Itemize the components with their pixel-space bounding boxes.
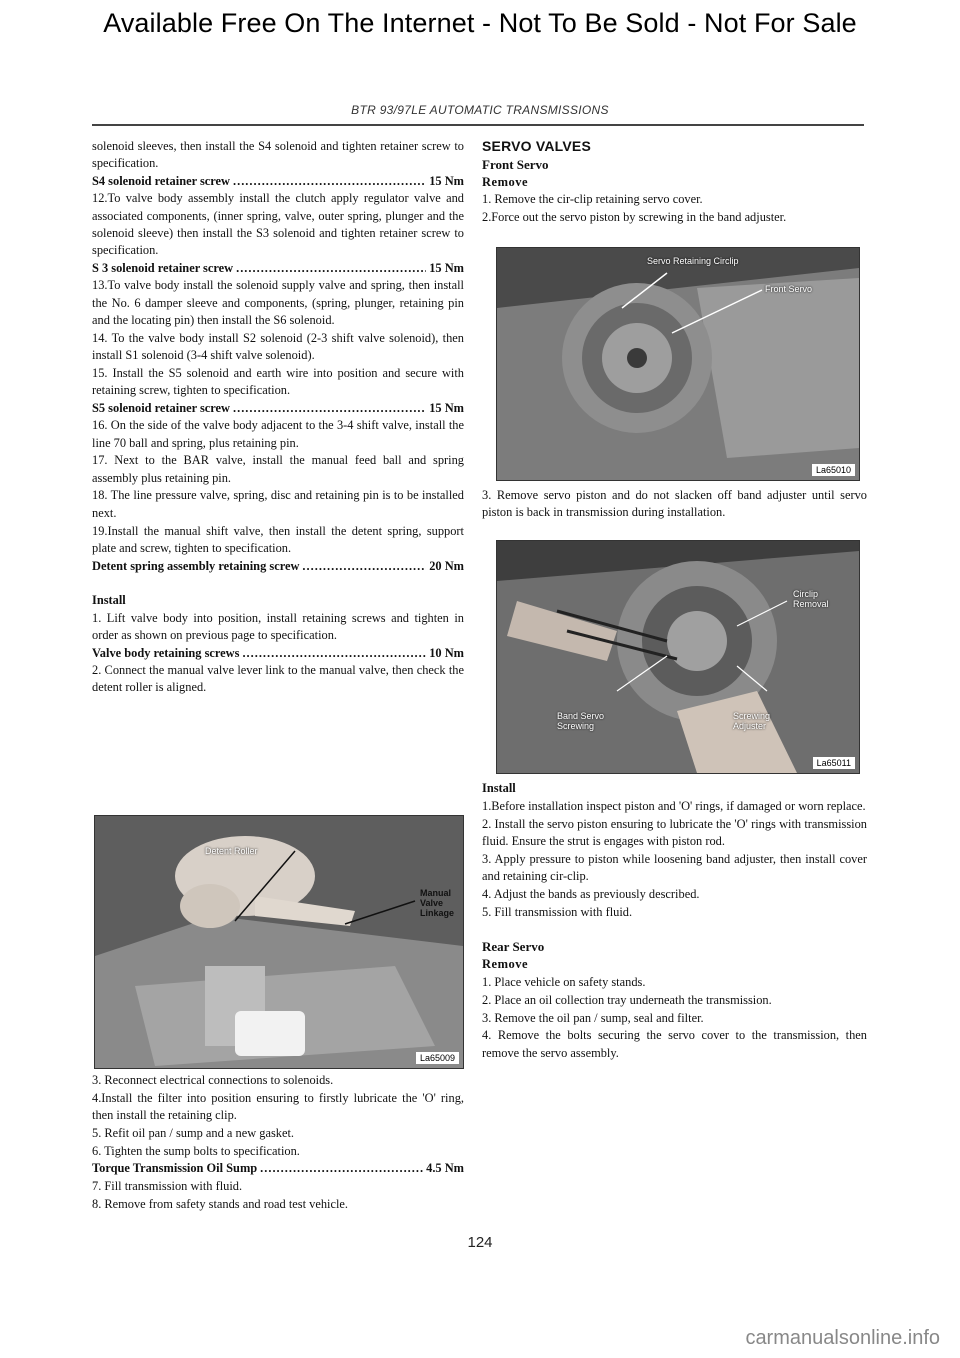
photo-code: La65011 (813, 757, 855, 769)
paragraph: 15. Install the S5 solenoid and earth wire into position and secure with retaining screw, tighten to specification. (92, 365, 464, 398)
paragraph: 7. Fill transmission with fluid. (92, 1178, 243, 1193)
header-rule (92, 124, 864, 126)
photo-label-band-servo: Band Servo Screwing (557, 711, 605, 731)
paragraph: 3. Remove the oil pan / sump, seal and filter. (482, 1010, 704, 1025)
left-column (92, 138, 464, 697)
paragraph: 1. Place vehicle on safety stands. (482, 974, 646, 989)
spec-line: S 3 solenoid retainer screw ..... 15 Nm (92, 260, 464, 277)
footer-url[interactable]: carmanualsonline.info (745, 1327, 940, 1349)
paragraph: 1.Before installation inspect piston and 'O' rings, if damaged or worn replace. (482, 798, 866, 813)
subsection-heading: Rear Servo (482, 939, 545, 955)
photo-code: La65010 (812, 464, 855, 476)
spec-line: Valve body retaining screws ..... 10 Nm (92, 645, 464, 662)
install-heading: Install (482, 781, 516, 795)
right-column (482, 138, 867, 227)
photo-label-front-servo: Front Servo (765, 284, 813, 294)
photo-label-manual-valve-linkage: Manual Valve Linkage (420, 888, 455, 918)
left-column-continued (92, 1072, 464, 1213)
remove-heading: Remove (482, 957, 529, 972)
paragraph: 3. Reconnect electrical connections to solenoids. (92, 1073, 334, 1087)
subsection-heading: Front Servo (482, 156, 549, 172)
paragraph: 18. The line pressure valve, spring, disc and retaining pin is to be installed next. (92, 488, 464, 520)
valve-body-photo (94, 815, 464, 1069)
paragraph: 4.Install the filter into position ensuring to firstly lubricate the 'O' ring, then install the retaining clip. (92, 1090, 464, 1123)
paragraph: 14. To the valve body install S2 solenoid (2-3 shift valve solenoid), then install S1 solenoid (3-4 shift valve solenoid). (92, 330, 464, 363)
paragraph: solenoid sleeves, then install the S4 solenoid and tighten retainer screw to specification. (92, 139, 464, 171)
paragraph: 16. On the side of the valve body adjacent to the 3-4 shift valve, install the line 70 ball and spring, plus retaining pin. (92, 418, 464, 450)
section-heading: SERVO VALVES (482, 138, 591, 154)
paragraph: 17. Next to the BAR valve, install the manual feed ball and spring assembly plus retaining pin. (92, 453, 464, 485)
servo-removal-illustration (497, 541, 859, 773)
paragraph: 3. Apply pressure to piston while loosening band adjuster, then install cover and retaining cir-clip. (482, 851, 867, 883)
paragraph: 6. Tighten the sump bolts to specification. (92, 1143, 300, 1158)
servo-removal-photo (496, 540, 860, 774)
paragraph: 8. Remove from safety stands and road test vehicle. (92, 1196, 348, 1211)
paragraph: 4. Adjust the bands as previously described. (482, 886, 700, 901)
paragraph: 2. Install the servo piston ensuring to lubricate the 'O' rings with transmission fluid. Ensure the strut is engages with piston rod. (482, 816, 867, 848)
paragraph: 5. Fill transmission with fluid. (482, 904, 633, 919)
spec-line: S4 solenoid retainer screw ..... 15 Nm (92, 173, 464, 190)
paragraph: 5. Refit oil pan / sump and a new gasket. (92, 1125, 294, 1140)
banner-notice: Available Free On The Internet - Not To Be Sold - Not For Sale (103, 8, 857, 38)
paragraph: 12.To valve body assembly install the clutch apply regulator valve and associated components, (inner spring, valve, outer spring, plunger and the solenoid sleeve) then install the S3 solenoid and tighten retainer screw to specification. (92, 191, 464, 258)
paragraph: 1. Lift valve body into position, install retaining screws and tighten in order as shown on previous page to specification. (92, 610, 464, 643)
remove-heading: Remove (482, 174, 529, 189)
photo-label-screwing-adjuster: Screwing Adjuster (733, 711, 771, 731)
spec-line: S5 solenoid retainer screw ..... 15 Nm (92, 400, 464, 417)
spec-line: Torque Transmission Oil Sump ..... 4.5 Nm (92, 1160, 464, 1177)
photo-label-detent-roller: Detent Roller (205, 846, 258, 856)
paragraph: 2. Connect the manual valve lever link to the manual valve, then check the detent roller is aligned. (92, 663, 464, 695)
paragraph: 2. Place an oil collection tray underneath the transmission. (482, 992, 772, 1007)
paragraph: 1. Remove the cir-clip retaining servo cover. (482, 192, 703, 207)
paragraph: 2.Force out the servo piston by screwing in the band adjuster. (482, 210, 787, 225)
right-column-mid (482, 487, 867, 522)
right-column-lower (482, 780, 867, 1062)
paragraph: 19.Install the manual shift valve, then install the detent spring, support plate and screw, tighten to specification. (92, 523, 464, 555)
front-servo-photo (496, 247, 860, 481)
paragraph: 4. Remove the bolts securing the servo cover to the transmission, then remove the servo assembly. (482, 1028, 867, 1060)
photo-label-servo-retaining-circlip: Servo Retaining Circlip (647, 256, 739, 266)
photo-code: La65009 (416, 1052, 459, 1064)
install-heading: Install (92, 592, 126, 607)
valve-body-illustration (95, 816, 463, 1068)
paragraph: 3. Remove servo piston and do not slacken off band adjuster until servo piston is back in transmission during installation. (482, 488, 867, 520)
page-number: 124 (467, 1234, 493, 1251)
running-header: BTR 93/97LE AUTOMATIC TRANSMISSIONS (351, 103, 609, 117)
paragraph: 13.To valve body install the solenoid supply valve and spring, then install the No. 6 damper sleeve and components, (spring, plunger, retaining pin and the locating pin) then install the S6 solenoid. (92, 278, 464, 327)
spec-line: Detent spring assembly retaining screw ..... 20 Nm (92, 558, 464, 575)
photo-label-circlip-removal: Circlip Removal (793, 589, 829, 609)
front-servo-illustration (497, 248, 859, 480)
